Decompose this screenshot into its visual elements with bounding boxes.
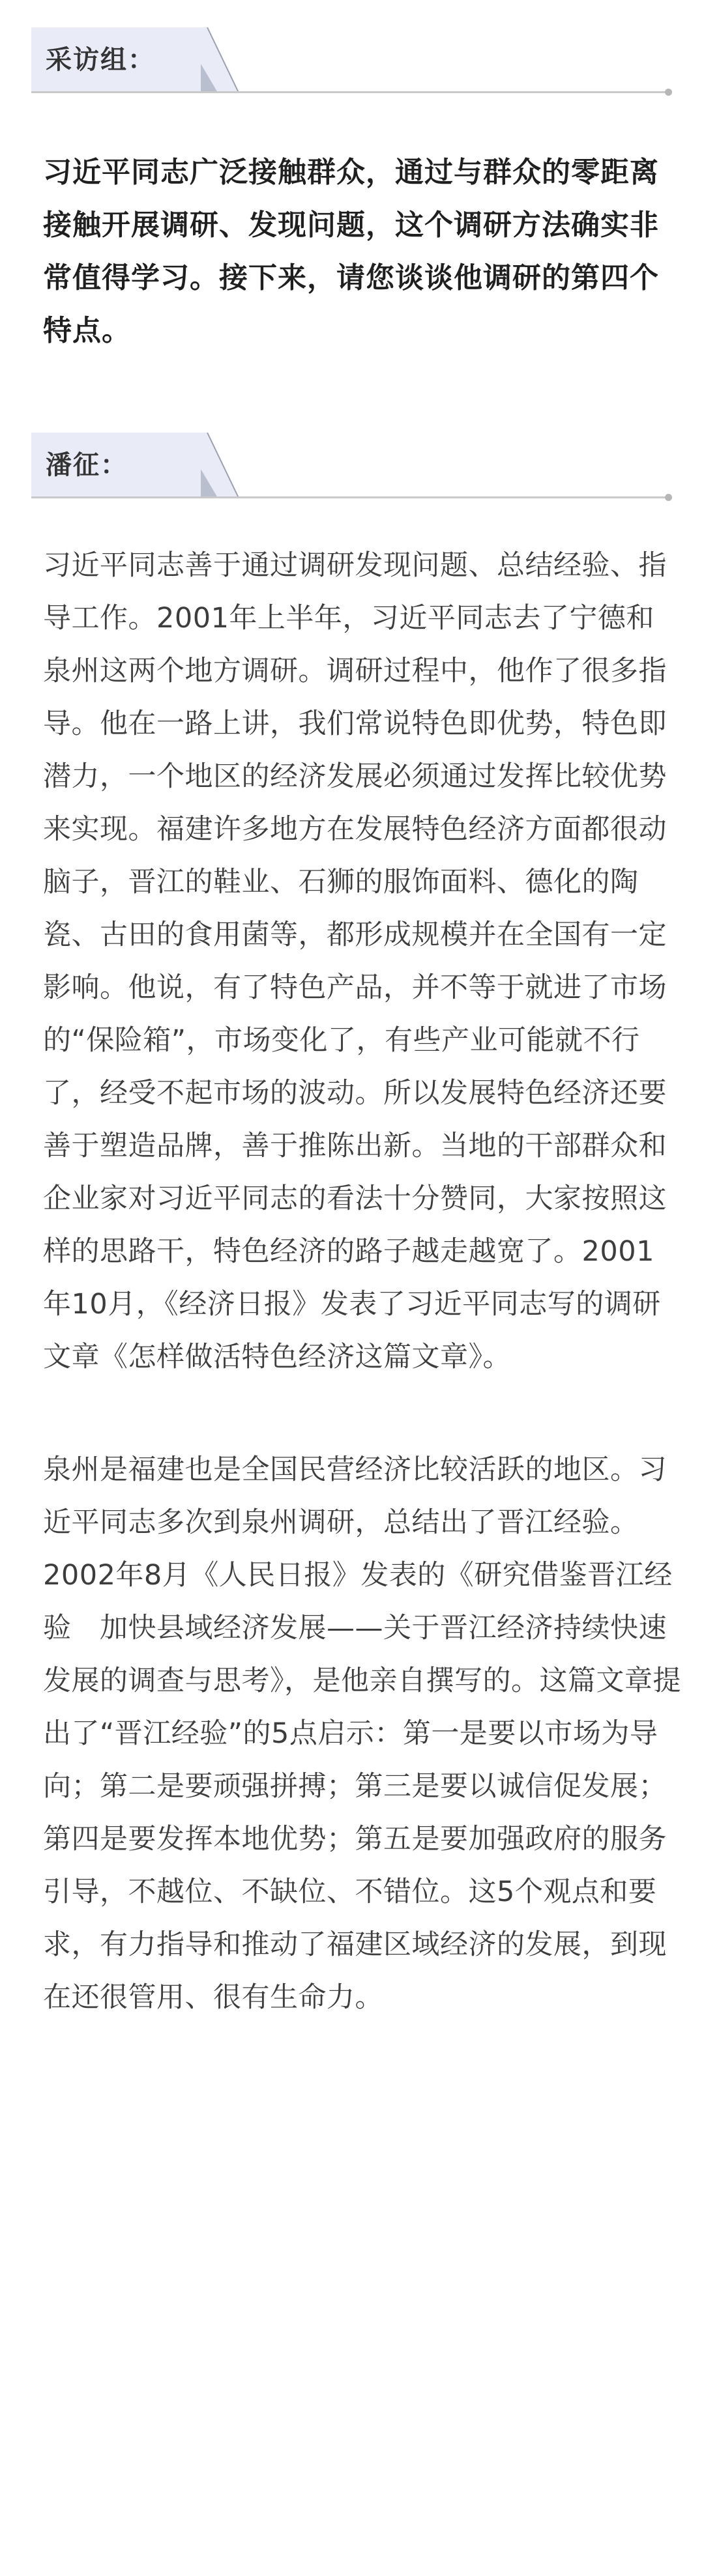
answer-paragraph: 习近平同志善于通过调研发现问题、总结经验、指导工作。2001年上半年，习近平同志去了宁德和泉州这两个地方调研。调研过程中，他作了很多指导。他在一路上讲，我们常说特色即优势，特色即潜力，一个地区的经济发展必须通过发挥比较优势来实现。福建许多地方在发展特色经济方面都很动脑子，晋江的鞋业、石狮的服饰面料、德化的陶瓷、古田的食用菌等，都形成规模并在全国有一定影响。他说，有了特色产品，并不等于就进了市场的“保险箱”，市场变化了，有些产业可能就不行了，经受不起市场的波动。所以发展特色经济还要善于塑造品牌，善于推陈出新。当地的干部群众和企业家对习近平同志的看法十分赞同，大家按照这样的思路干，特色经济的路子越走越宽了。2001年10月，《经济日报》发表了习近平同志写的调研文章《怎样做活特色经济这篇文章》。 bbox=[43, 549, 667, 1373]
respondent-label: 潘征： bbox=[46, 450, 128, 480]
divider-dot bbox=[665, 494, 672, 501]
question-text: 习近平同志广泛接触群众，通过与群众的零距离接触开展调研、发现问题，这个调研方法确实非常值得学习。接下来，请您谈谈他调研的第四个特点。 bbox=[43, 156, 659, 347]
divider-line bbox=[31, 496, 666, 498]
tab-fold-shape bbox=[201, 433, 239, 498]
divider-line bbox=[31, 91, 666, 93]
answer-paragraph: 泉州是福建也是全国民营经济比较活跃的地区。习近平同志多次到泉州调研，总结出了晋江经验。2002年8月《人民日报》发表的《研究借鉴晋江经验 加快县域经济发展——关于晋江经济持续快速发展的调查与思考》，是他亲自撰写的。这篇文章提出了“晋江经验”的5点启示：第一是要以市场为导向；第二是要顽强拼搏；第三是要以诚信促发展；第四是要发挥本地优势；第五是要加强政府的服务引导，不越位、不缺位、不错位。这5个观点和要求，有力指导和推动了福建区域经济的发展，到现在还很管用、很有生命力。 bbox=[43, 1453, 681, 2014]
respondent-header bbox=[31, 433, 677, 504]
interviewer-header bbox=[31, 27, 677, 99]
tab-fold-shape bbox=[201, 27, 239, 93]
divider-dot bbox=[665, 89, 672, 96]
answer-body bbox=[43, 539, 682, 2084]
interviewer-label: 采访组： bbox=[46, 45, 155, 75]
